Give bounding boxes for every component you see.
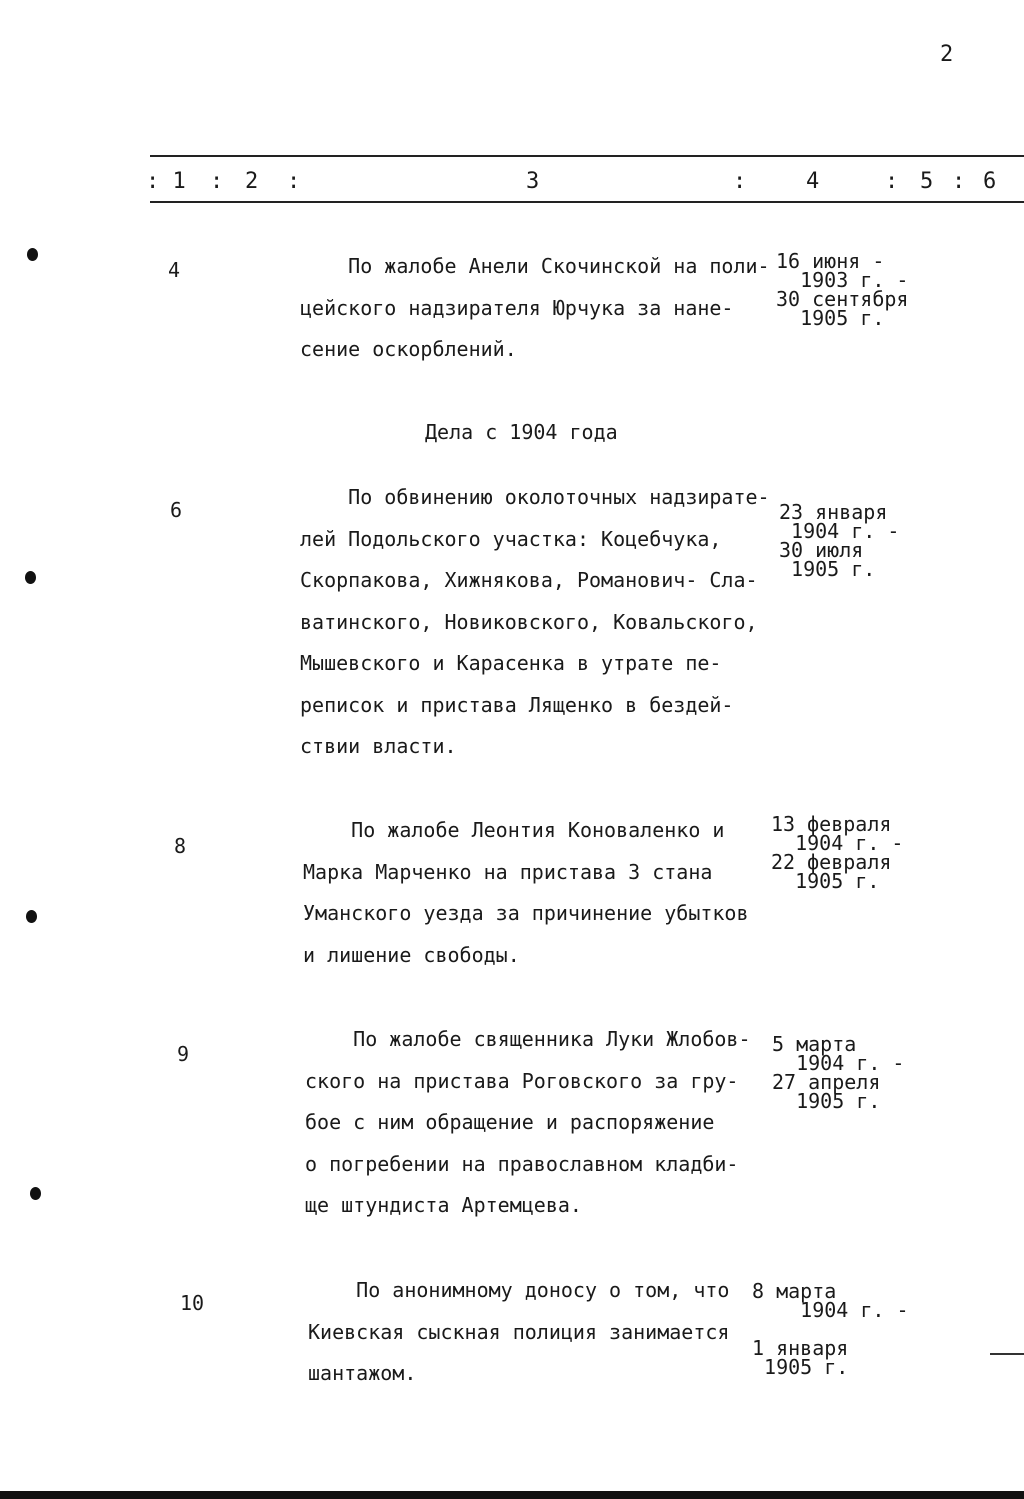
- header-rule-bottom: [150, 201, 1024, 203]
- column-separator: :: [885, 169, 899, 194]
- scan-edge: [0, 1491, 1024, 1499]
- entry-description: По жалобе священника Луки Жлобов- ского на пристава Роговского за гру- бое с ним обращение и распоряжение о погребении на православном кладби- ще штундиста Артемцева.: [305, 1027, 751, 1217]
- column-header-5: 5: [920, 169, 934, 194]
- entry-number: 10: [180, 1291, 205, 1315]
- binding-hole: [26, 910, 37, 923]
- column-header-1: : 1: [146, 169, 186, 194]
- column-header-3: 3: [526, 169, 540, 194]
- entry-number: 8: [174, 834, 187, 858]
- column-separator: :: [952, 169, 966, 194]
- binding-hole: [27, 248, 38, 261]
- entry-number: 4: [168, 258, 181, 282]
- column-separator: :: [287, 169, 301, 194]
- column-header-row: [0, 169, 1024, 195]
- column-header-4: 4: [806, 169, 820, 194]
- column-separator: :: [733, 169, 747, 194]
- entry-number: 6: [170, 498, 183, 522]
- binding-hole: [30, 1187, 41, 1200]
- entry-description: По жалобе Леонтия Коноваленко и Марка Марченко на пристава 3 стана Уманского уезда за причинение убытков и лишение свободы.: [303, 818, 749, 967]
- page-number: 2: [940, 42, 954, 67]
- entry-dates: 5 марта 1904 г. - 27 апреля 1905 г.: [772, 1032, 905, 1113]
- binding-hole: [25, 571, 36, 584]
- margin-mark: [990, 1353, 1024, 1355]
- column-header-2: 2: [245, 169, 259, 194]
- entry-dates: 23 января 1904 г. - 30 июля 1905 г.: [779, 500, 900, 581]
- entry-number: 9: [177, 1042, 190, 1066]
- entry-description: По жалобе Анели Скочинской на поли- цейского надзирателя Юрчука за нане- сение оскорблений.: [300, 254, 770, 361]
- entry-description: По обвинению околоточных надзирате- лей Подольского участка: Коцебчука, Скорпакова, Хижнякова, Романович- Сла- ватинского, Новиковского, Ковальского, Мышевского и Карасенка в утрате пе- реписок и пристава Лященко в бездей- ствии власти.: [300, 485, 770, 758]
- section-heading: Дела с 1904 года: [425, 420, 618, 444]
- entry-dates: 13 февраля 1904 г. - 22 февраля 1905 г.: [771, 812, 904, 893]
- entry-dates: 16 июня - 1903 г. - 30 сентября 1905 г.: [776, 249, 909, 330]
- entry-dates: 8 марта 1904 г. - 1 января 1905 г.: [752, 1279, 909, 1379]
- header-rule-top: [150, 155, 1024, 157]
- entry-description: По анонимному доносу о том, что Киевская сыскная полиция занимается шантажом.: [308, 1278, 730, 1385]
- column-header-6: 6: [983, 169, 997, 194]
- column-separator: :: [210, 169, 224, 194]
